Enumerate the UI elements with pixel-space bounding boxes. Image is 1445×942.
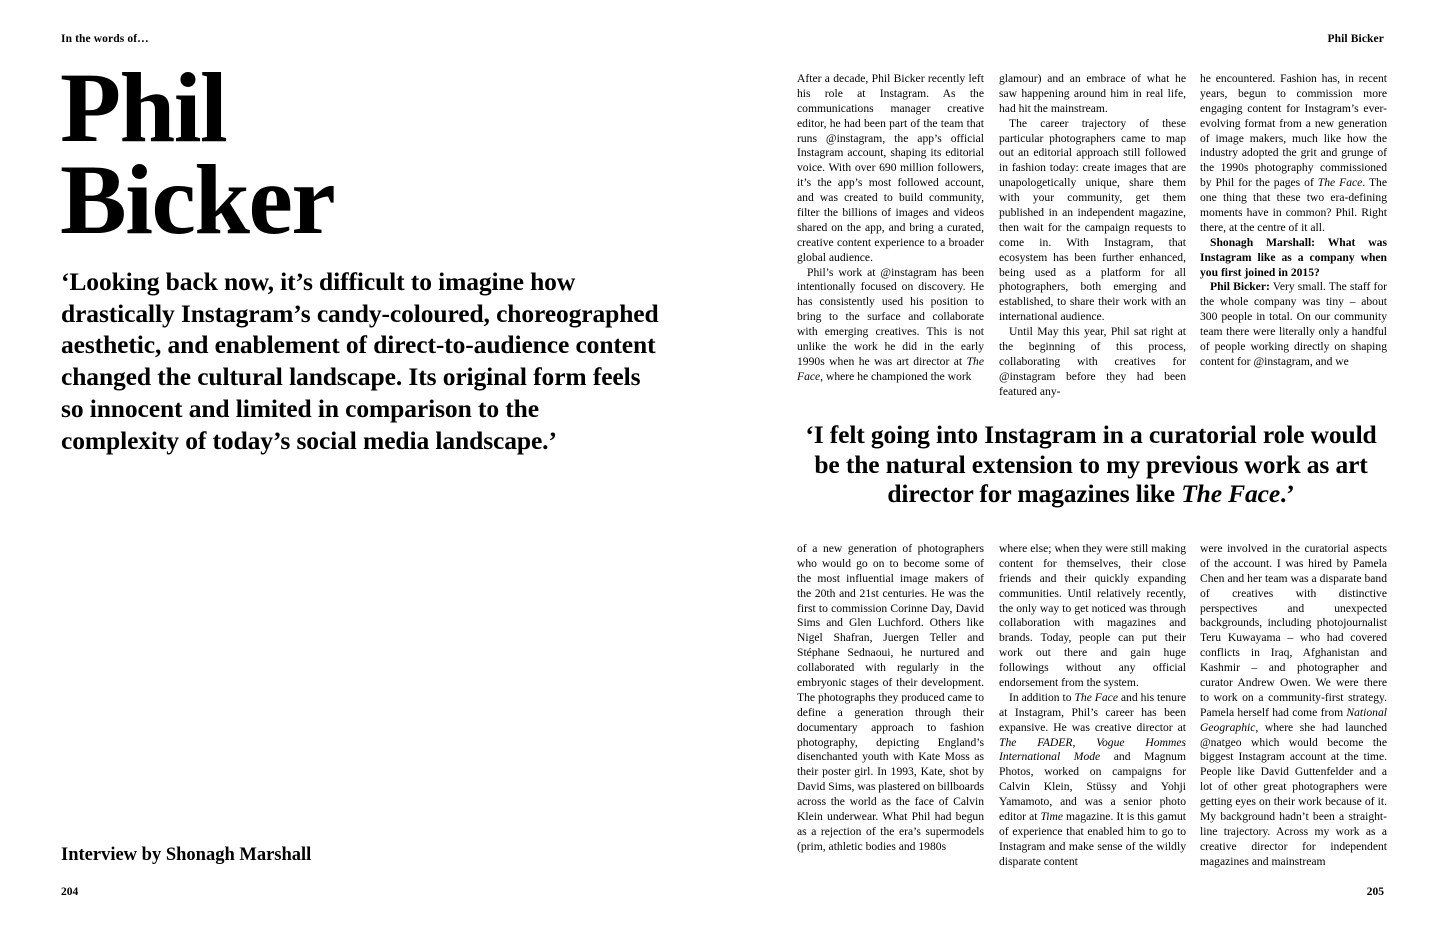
title-line-1: Phil (60, 52, 227, 163)
pull-quote-part-2: .’ (1280, 479, 1295, 509)
pull-quote-part-1: ‘I felt going into Instagram in a curatorial role would be the natural extension to my previous work as art director for magazines like (805, 420, 1377, 509)
pull-quote (795, 420, 1387, 509)
folio-left: 204 (61, 886, 79, 898)
pull-quote-italic: The Face (1181, 479, 1281, 509)
column-bottom-2: where else; when they were still making content for themselves, their close friends and their quickly expanding communities. Until relatively recently, the only way to get noticed was through collaboration with magazines and brands. Today, people can put their work out there and gain huge followings without any official endorsement from the system. In addition to The Face and his tenure at Instagram, Phil’s career has been expansive. He was creative director at The FADER, Vogue Hommes International Mode and Magnum Photos, worked on campaigns for Calvin Klein, Stüssy and Yohji Yamamoto, and was a senior photo editor at Time magazine. It is this gamut of experience that enabled him to go to Instagram and make sense of the wildly disparate content (999, 542, 1186, 868)
column-top-1: After a decade, Phil Bicker recently left his role at Instagram. As the communications manager creative editor, he had been part of the team that runs @instagram, the app’s official Instagram account, shaping its editorial voice. With over 690 million followers, it’s the app’s most followed account, and was created to build community, filter the billions of images and videos shared on the app, and bring a curated, creative content experience to a broader global audience. Phil’s work at @instagram has been intentionally focused on discovery. He has consistently used his position to bring to the surface and collaborate with emerging creatives. This is not unlike the work he did in the early 1990s when he was art director at The Face, where he championed the work (797, 72, 984, 383)
title-line-2: Bicker (60, 144, 335, 255)
running-head-right: Phil Bicker (1327, 33, 1384, 45)
column-top-3: he encountered. Fashion has, in recent years, begun to commission more engaging content for Instagram’s ever-evolving format from a new generation of image makers, much like how the industry adopted the grit and grunge of the 1990s photography commissioned by Phil for the pages of The Face. The one thing that these two era-defining moments have in common? Phil. Right there, at the centre of it all. Shonagh Marshall: What was Instagram like as a company when you first joined in 2015? Phil Bicker: Very small. The staff for the whole company was tiny – about 300 people in total. On our community team there were literally only a handful of people working directly on shaping content for @instagram, and we (1200, 72, 1387, 368)
byline: Interview by Shonagh Marshall (61, 845, 312, 865)
running-head-left: In the words of… (61, 33, 149, 45)
column-bottom-3: were involved in the curatorial aspects of the account. I was hired by Pamela Chen and her team was a disparate band of creatives with distinctive perspectives and unexpected backgrounds, including photojournalist Teru Kuwayama – who had covered conflicts in Iraq, Afghanistan and Kashmir – and photographer and curator Andrew Owen. We were there to work on a community-first strategy. Pamela herself had come from National Geographic, where she had launched @natgeo which would become the biggest Instagram account at the time. People like David Guttenfelder and a lot of other great photographers were getting eyes on their work because of it. My background hadn’t been a straight-line trajectory. Across my work as a creative director for independent magazines and mainstream (1200, 542, 1387, 868)
column-bottom-1: of a new generation of photographers who would go on to become some of the most influential image makers of the 20th and 21st centuries. He was the first to commission Corinne Day, David Sims and Glen Luchford. Others like Nigel Shafran, Juergen Teller and Stéphane Sednaoui, he nurtured and collaborated with regularly in the embryonic stages of their development. The photographs they produced came to define a generation through their documentary approach to fashion photography, depicting England’s disenchanted youth with Kate Moss as their poster girl. In 1993, Kate, shot by David Sims, was plastered on billboards across the world as the face of Calvin Klein underwear. What Phil had begun as a rejection of the era’s supermodels (prim, athletic bodies and 1980s (797, 542, 984, 853)
standfirst: ‘Looking back now, it’s difficult to imagine how drastically Instagram’s candy-coloured, choreographed aesthetic, and enablement of direct-to-audience content changed the cultural landscape. Its original form feels so innocent and limited in comparison to the complexity of today’s social media landscape.’ (61, 267, 659, 455)
page-title (60, 52, 700, 255)
column-top-2: glamour) and an embrace of what he saw happening around him in real life, had hit the mainstream. The career trajectory of these particular photographers came to map out an editorial approach still followed in fashion today: create images that are unapologetically unique, share them with your community, get them published in an independent magazine, then wait for the campaign requests to come in. With Instagram, that ecosystem has been further enhanced, being used as a platform for all photographers, both emerging and established, to share their work with an international audience. Until May this year, Phil sat right at the beginning of this process, collaborating with creatives for @instagram before they had been featured any- (999, 72, 1186, 398)
folio-right: 205 (1366, 886, 1384, 898)
